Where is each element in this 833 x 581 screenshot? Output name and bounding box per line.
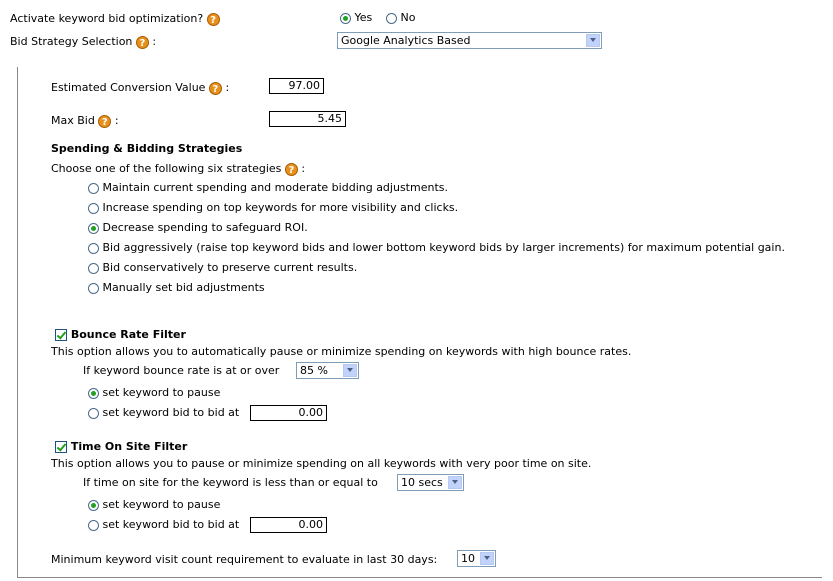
conversion-label: Estimated Conversion Value ? : [51, 81, 230, 95]
strategy-radio[interactable] [88, 283, 99, 294]
time-bid-radio[interactable] [88, 520, 99, 531]
strategy-option-manual[interactable]: Manually set bid adjustments [88, 281, 265, 294]
chevron-down-icon[interactable] [586, 34, 600, 47]
chevron-down-icon[interactable] [448, 476, 462, 489]
time-filter-checkbox[interactable] [55, 441, 67, 453]
time-condition-label: If time on site for the keyword is less than or equal to [83, 476, 378, 489]
activate-no-option[interactable]: No [386, 11, 415, 24]
help-icon[interactable]: ? [285, 163, 298, 176]
time-filter-toggle[interactable]: Time On Site Filter [55, 440, 187, 453]
min-visits-select[interactable]: 10 [457, 550, 496, 567]
chevron-down-icon[interactable] [343, 364, 357, 377]
strategies-heading: Spending & Bidding Strategies [51, 142, 243, 155]
conversion-value-input[interactable]: 97.00 [269, 78, 324, 94]
activate-yes-option[interactable]: Yes [340, 11, 372, 24]
bounce-filter-checkbox[interactable] [55, 329, 67, 341]
strategy-radio[interactable] [88, 243, 99, 254]
strategy-option-conservative[interactable]: Bid conservatively to preserve current results. [88, 261, 357, 274]
max-bid-label: Max Bid ? : [51, 114, 119, 128]
strategy-radio[interactable] [88, 203, 99, 214]
bounce-option-bid[interactable]: set keyword bid to bid at [88, 406, 239, 419]
bounce-bid-input[interactable]: 0.00 [250, 405, 327, 421]
time-option-bid[interactable]: set keyword bid to bid at [88, 518, 239, 531]
strategy-radio[interactable] [88, 183, 99, 194]
time-option-pause[interactable]: set keyword to pause [88, 498, 220, 511]
strategy-option-maintain[interactable]: Maintain current spending and moderate bidding adjustments. [88, 181, 448, 194]
time-bid-input[interactable]: 0.00 [250, 517, 327, 533]
strategy-radio[interactable] [88, 223, 99, 234]
strategy-option-aggressive[interactable]: Bid aggressively (raise top keyword bids and lower bottom keyword bids by larger increments) for maximum potential gain. [88, 241, 785, 254]
strategy-select-label: Bid Strategy Selection ? : [10, 35, 157, 49]
help-icon[interactable]: ? [98, 115, 111, 128]
time-pause-radio[interactable] [88, 500, 99, 511]
max-bid-input[interactable]: 5.45 [269, 111, 346, 127]
bid-strategy-select[interactable]: Google Analytics Based [337, 32, 602, 49]
strategy-option-decrease[interactable]: Decrease spending to safeguard ROI. [88, 221, 308, 234]
strategy-option-increase[interactable]: Increase spending on top keywords for more visibility and clicks. [88, 201, 458, 214]
help-icon[interactable]: ? [207, 13, 220, 26]
min-visits-label: Minimum keyword visit count requirement to evaluate in last 30 days: [51, 553, 438, 566]
bounce-bid-radio[interactable] [88, 408, 99, 419]
help-icon[interactable]: ? [136, 36, 149, 49]
time-description: This option allows you to pause or minimize spending on all keywords with very poor time on site. [51, 457, 592, 470]
time-threshold-select[interactable]: 10 secs [397, 474, 464, 491]
strategies-prompt: Choose one of the following six strategies ? : [51, 162, 306, 176]
bounce-pause-radio[interactable] [88, 388, 99, 399]
activate-no-radio[interactable] [386, 13, 397, 24]
strategy-radio[interactable] [88, 263, 99, 274]
help-icon[interactable]: ? [209, 82, 222, 95]
bounce-filter-toggle[interactable]: Bounce Rate Filter [55, 328, 186, 341]
bounce-option-pause[interactable]: set keyword to pause [88, 386, 220, 399]
bounce-condition-label: If keyword bounce rate is at or over [83, 364, 280, 377]
bounce-description: This option allows you to automatically pause or minimize spending on keywords with high bounce rates. [51, 345, 632, 358]
bounce-threshold-select[interactable]: 85 % [296, 362, 359, 379]
chevron-down-icon[interactable] [480, 552, 494, 565]
activate-label: Activate keyword bid optimization? ? [10, 12, 220, 26]
activate-yes-radio[interactable] [340, 13, 351, 24]
